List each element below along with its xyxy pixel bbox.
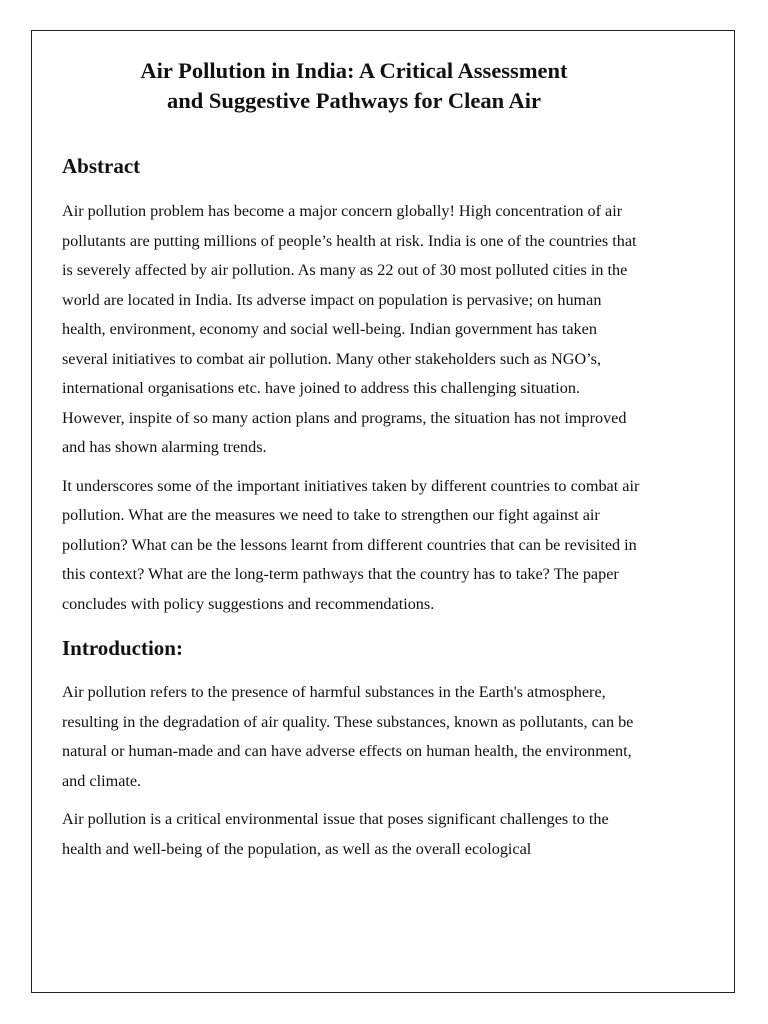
introduction-heading: Introduction: xyxy=(62,636,183,660)
abstract-heading: Abstract xyxy=(62,154,141,178)
introduction-paragraph-2: Air pollution is a critical environmental issue that poses significant challenges to the health and well-being of the population, as well as the overall ecological xyxy=(62,810,609,858)
document-content xyxy=(62,56,646,864)
abstract-paragraph-2: It underscores some of the important initiatives taken by different countries to combat air pollution. What are the measures we need to take to strengthen our fight against air pollution? What can be the lessons learnt from different countries that can be revisited in this context? What are the long-term pathways that the country has to take? The paper concludes with policy suggestions and recommendations. xyxy=(62,476,640,613)
title-line-2: and Suggestive Pathways for Clean Air xyxy=(167,88,541,113)
document-title xyxy=(62,56,646,116)
title-line-1: Air Pollution in India: A Critical Assessment xyxy=(140,58,568,83)
abstract-paragraph-1: Air pollution problem has become a major concern globally! High concentration of air pollutants are putting millions of people’s health at risk. India is one of the countries that is severely affected by air pollution. As many as 22 out of 30 most polluted cities in the world are located in India. Its adverse impact on population is pervasive; on human health, environment, economy and social well-being. Indian government has taken several initiatives to combat air pollution. Many other stakeholders such as NGO’s, international organisations etc. have joined to address this challenging situation. However, inspite of so many action plans and programs, the situation has not improved and has shown alarming trends. xyxy=(62,202,637,456)
introduction-paragraph-1: Air pollution refers to the presence of harmful substances in the Earth's atmosphere, resulting in the degradation of air quality. These substances, known as pollutants, can be natural or human-made and can have adverse effects on human health, the environment, and climate. xyxy=(62,683,634,790)
